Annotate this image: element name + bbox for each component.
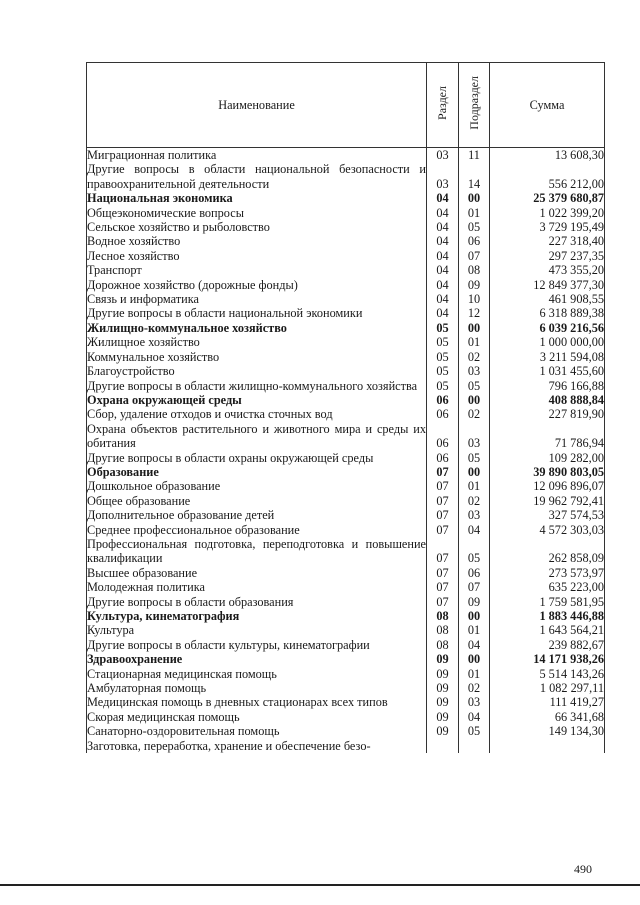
- row-name: Санаторно-оздоровительная помощь: [87, 724, 427, 738]
- row-name: Жилищное хозяйство: [87, 335, 427, 349]
- table-row: [87, 739, 605, 753]
- row-razdel: 07: [427, 479, 459, 493]
- table-row: [87, 148, 605, 163]
- row-razdel: 06: [427, 422, 459, 451]
- row-podrazdel: 03: [459, 364, 490, 378]
- row-razdel: 04: [427, 220, 459, 234]
- table-row: [87, 667, 605, 681]
- row-razdel: 08: [427, 623, 459, 637]
- row-razdel: [427, 739, 459, 753]
- row-podrazdel: 02: [459, 407, 490, 421]
- table-row: [87, 206, 605, 220]
- row-summa: 227 318,40: [490, 234, 605, 248]
- row-podrazdel: 10: [459, 292, 490, 306]
- row-summa: 239 882,67: [490, 638, 605, 652]
- row-razdel: 09: [427, 710, 459, 724]
- row-summa: [490, 739, 605, 753]
- row-name: Заготовка, переработка, хранение и обеспечение безо-: [87, 739, 427, 753]
- row-name: Дорожное хозяйство (дорожные фонды): [87, 278, 427, 292]
- row-name: Сбор, удаление отходов и очистка сточных вод: [87, 407, 427, 421]
- row-podrazdel: 02: [459, 350, 490, 364]
- row-name: Среднее профессиональное образование: [87, 523, 427, 537]
- row-name: Транспорт: [87, 263, 427, 277]
- table-row: [87, 681, 605, 695]
- row-name: Медицинская помощь в дневных стационарах всех типов: [87, 695, 427, 709]
- table-row: [87, 350, 605, 364]
- row-razdel: 08: [427, 609, 459, 623]
- table-row: [87, 379, 605, 393]
- row-summa: 297 237,35: [490, 249, 605, 263]
- row-name: Общее образование: [87, 494, 427, 508]
- header-podrazdel: Подраздел: [466, 76, 481, 131]
- row-summa: 556 212,00: [490, 162, 605, 191]
- row-podrazdel: 07: [459, 580, 490, 594]
- row-razdel: 07: [427, 537, 459, 566]
- budget-table: [86, 62, 605, 753]
- row-summa: 6 039 216,56: [490, 321, 605, 335]
- row-podrazdel: 01: [459, 335, 490, 349]
- row-podrazdel: 01: [459, 623, 490, 637]
- table-row: [87, 234, 605, 248]
- row-summa: 1 031 455,60: [490, 364, 605, 378]
- row-podrazdel: 01: [459, 206, 490, 220]
- table-row: [87, 710, 605, 724]
- row-name: Охрана объектов растительного и животного мира и среды их обитания: [87, 421, 426, 451]
- table-header-row: [87, 63, 605, 148]
- row-podrazdel: 00: [459, 465, 490, 479]
- row-razdel: 05: [427, 321, 459, 335]
- row-razdel: 07: [427, 595, 459, 609]
- table-row: [87, 695, 605, 709]
- row-razdel: 07: [427, 494, 459, 508]
- row-name: Лесное хозяйство: [87, 249, 427, 263]
- row-name: Национальная экономика: [87, 191, 427, 205]
- table-row: [87, 263, 605, 277]
- row-podrazdel: 02: [459, 681, 490, 695]
- row-name: Профессиональная подготовка, переподготовка и повышение квалификации: [87, 536, 426, 566]
- header-razdel: Раздел: [435, 86, 450, 121]
- row-podrazdel: 08: [459, 263, 490, 277]
- row-razdel: 07: [427, 580, 459, 594]
- table-row: [87, 422, 605, 451]
- table-row: [87, 220, 605, 234]
- row-podrazdel: 12: [459, 306, 490, 320]
- row-name: Миграционная политика: [87, 148, 427, 163]
- row-razdel: 07: [427, 523, 459, 537]
- row-podrazdel: 14: [459, 162, 490, 191]
- row-summa: 13 608,30: [490, 148, 605, 163]
- row-summa: 1 082 297,11: [490, 681, 605, 695]
- row-razdel: 04: [427, 292, 459, 306]
- row-razdel: 07: [427, 465, 459, 479]
- row-name: Культура: [87, 623, 427, 637]
- table-row: [87, 465, 605, 479]
- table-row: [87, 652, 605, 666]
- table-body: [87, 148, 605, 754]
- table-row: [87, 407, 605, 421]
- row-summa: 5 514 143,26: [490, 667, 605, 681]
- row-podrazdel: 05: [459, 379, 490, 393]
- row-razdel: 06: [427, 407, 459, 421]
- row-name: Скорая медицинская помощь: [87, 710, 427, 724]
- row-podrazdel: 05: [459, 451, 490, 465]
- row-summa: 796 166,88: [490, 379, 605, 393]
- table-row: [87, 191, 605, 205]
- row-podrazdel: 00: [459, 321, 490, 335]
- row-name: Общеэкономические вопросы: [87, 206, 427, 220]
- table-row: [87, 623, 605, 637]
- row-podrazdel: 00: [459, 609, 490, 623]
- row-summa: 19 962 792,41: [490, 494, 605, 508]
- row-summa: 71 786,94: [490, 422, 605, 451]
- row-razdel: 09: [427, 652, 459, 666]
- row-summa: 1 000 000,00: [490, 335, 605, 349]
- row-summa: 227 819,90: [490, 407, 605, 421]
- row-summa: 1 022 399,20: [490, 206, 605, 220]
- table-row: [87, 638, 605, 652]
- row-podrazdel: 04: [459, 523, 490, 537]
- row-summa: 12 849 377,30: [490, 278, 605, 292]
- row-name: Высшее образование: [87, 566, 427, 580]
- row-razdel: 06: [427, 393, 459, 407]
- row-summa: 39 890 803,05: [490, 465, 605, 479]
- row-summa: 6 318 889,38: [490, 306, 605, 320]
- row-razdel: 07: [427, 508, 459, 522]
- row-summa: 273 573,97: [490, 566, 605, 580]
- table-row: [87, 595, 605, 609]
- row-podrazdel: 03: [459, 508, 490, 522]
- row-podrazdel: 00: [459, 393, 490, 407]
- row-razdel: 04: [427, 206, 459, 220]
- table-row: [87, 321, 605, 335]
- row-razdel: 04: [427, 263, 459, 277]
- table-row: [87, 364, 605, 378]
- table-row: [87, 278, 605, 292]
- row-razdel: 04: [427, 234, 459, 248]
- row-razdel: 09: [427, 667, 459, 681]
- row-name: Охрана окружающей среды: [87, 393, 427, 407]
- table-row: [87, 724, 605, 738]
- row-podrazdel: 05: [459, 537, 490, 566]
- row-podrazdel: 00: [459, 652, 490, 666]
- row-podrazdel: 01: [459, 479, 490, 493]
- row-name: Образование: [87, 465, 427, 479]
- row-razdel: 06: [427, 451, 459, 465]
- row-summa: 461 908,55: [490, 292, 605, 306]
- table-row: [87, 451, 605, 465]
- table-row: [87, 580, 605, 594]
- row-razdel: 03: [427, 162, 459, 191]
- header-summa: Сумма: [490, 63, 605, 148]
- row-summa: 408 888,84: [490, 393, 605, 407]
- row-podrazdel: 11: [459, 148, 490, 163]
- row-razdel: 08: [427, 638, 459, 652]
- row-summa: 149 134,30: [490, 724, 605, 738]
- row-summa: 1 883 446,88: [490, 609, 605, 623]
- row-summa: 12 096 896,07: [490, 479, 605, 493]
- row-summa: 111 419,27: [490, 695, 605, 709]
- row-summa: 66 341,68: [490, 710, 605, 724]
- row-summa: 1 643 564,21: [490, 623, 605, 637]
- row-name: Коммунальное хозяйство: [87, 350, 427, 364]
- row-name: Другие вопросы в области охраны окружающей среды: [87, 451, 427, 465]
- row-name: Другие вопросы в области культуры, кинематографии: [87, 638, 427, 652]
- row-podrazdel: 05: [459, 220, 490, 234]
- row-name: Другие вопросы в области национальной экономики: [87, 306, 427, 320]
- row-razdel: 03: [427, 148, 459, 163]
- row-name: Сельское хозяйство и рыболовство: [87, 220, 427, 234]
- row-podrazdel: 03: [459, 695, 490, 709]
- row-summa: 25 379 680,87: [490, 191, 605, 205]
- row-razdel: 05: [427, 335, 459, 349]
- table-row: [87, 292, 605, 306]
- row-summa: 14 171 938,26: [490, 652, 605, 666]
- row-podrazdel: 07: [459, 249, 490, 263]
- row-summa: 3 211 594,08: [490, 350, 605, 364]
- row-podrazdel: 05: [459, 724, 490, 738]
- row-name: Другие вопросы в области образования: [87, 595, 427, 609]
- row-podrazdel: [459, 739, 490, 753]
- row-name: Стационарная медицинская помощь: [87, 667, 427, 681]
- row-razdel: 05: [427, 350, 459, 364]
- row-razdel: 04: [427, 278, 459, 292]
- row-summa: 262 858,09: [490, 537, 605, 566]
- table-row: [87, 609, 605, 623]
- header-name: Наименование: [87, 63, 427, 148]
- row-name: Молодежная политика: [87, 580, 427, 594]
- row-name: Другие вопросы в области жилищно-коммунального хозяйства: [87, 379, 427, 393]
- row-name: Дошкольное образование: [87, 479, 427, 493]
- row-name: Амбулаторная помощь: [87, 681, 427, 695]
- table-row: [87, 494, 605, 508]
- row-summa: 327 574,53: [490, 508, 605, 522]
- row-podrazdel: 04: [459, 710, 490, 724]
- row-summa: 635 223,00: [490, 580, 605, 594]
- row-podrazdel: 04: [459, 638, 490, 652]
- row-podrazdel: 01: [459, 667, 490, 681]
- row-razdel: 07: [427, 566, 459, 580]
- row-podrazdel: 00: [459, 191, 490, 205]
- row-razdel: 05: [427, 364, 459, 378]
- table-row: [87, 335, 605, 349]
- row-name: Культура, кинематография: [87, 609, 427, 623]
- row-name: Дополнительное образование детей: [87, 508, 427, 522]
- table-row: [87, 537, 605, 566]
- table-row: [87, 508, 605, 522]
- row-podrazdel: 03: [459, 422, 490, 451]
- row-razdel: 09: [427, 724, 459, 738]
- table-row: [87, 479, 605, 493]
- table-row: [87, 249, 605, 263]
- row-podrazdel: 09: [459, 595, 490, 609]
- row-name: Связь и информатика: [87, 292, 427, 306]
- row-razdel: 09: [427, 681, 459, 695]
- table-row: [87, 162, 605, 191]
- row-razdel: 05: [427, 379, 459, 393]
- bottom-rule: [0, 884, 640, 886]
- row-name: Другие вопросы в области национальной безопасности и правоохранительной деятельности: [87, 162, 426, 191]
- row-razdel: 09: [427, 695, 459, 709]
- row-name: Здравоохранение: [87, 652, 427, 666]
- row-summa: 4 572 303,03: [490, 523, 605, 537]
- page-number: 490: [574, 862, 592, 876]
- table-row: [87, 566, 605, 580]
- row-razdel: 04: [427, 249, 459, 263]
- row-podrazdel: 09: [459, 278, 490, 292]
- row-name: Благоустройство: [87, 364, 427, 378]
- row-razdel: 04: [427, 306, 459, 320]
- row-podrazdel: 06: [459, 234, 490, 248]
- row-name: Водное хозяйство: [87, 234, 427, 248]
- row-podrazdel: 02: [459, 494, 490, 508]
- row-summa: 1 759 581,95: [490, 595, 605, 609]
- row-podrazdel: 06: [459, 566, 490, 580]
- row-razdel: 04: [427, 191, 459, 205]
- row-summa: 109 282,00: [490, 451, 605, 465]
- table-row: [87, 523, 605, 537]
- row-summa: 473 355,20: [490, 263, 605, 277]
- table-row: [87, 393, 605, 407]
- row-name: Жилищно-коммунальное хозяйство: [87, 321, 427, 335]
- row-summa: 3 729 195,49: [490, 220, 605, 234]
- table-row: [87, 306, 605, 320]
